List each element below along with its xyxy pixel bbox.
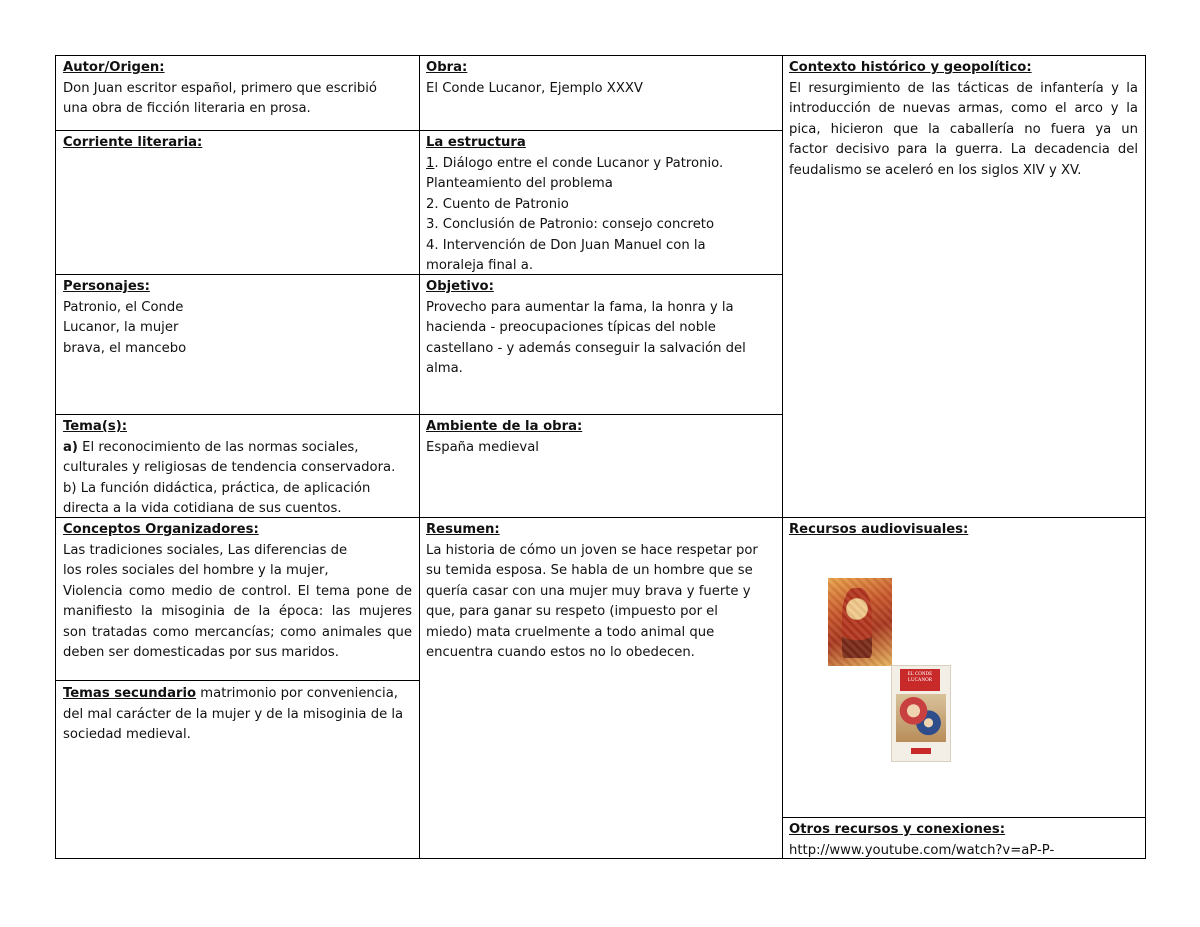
resumen-line: su temida esposa. Se habla de un hombre que se <box>426 563 753 578</box>
objetivo-line: hacienda - preocupaciones típicas del noble <box>426 320 716 335</box>
contexto-line: feudalismo se aceleró en los siglos XIV y XV. <box>789 162 1082 178</box>
autor-origen-heading: Autor/Origen: <box>63 60 165 75</box>
objetivo-line: alma. <box>426 361 463 376</box>
conceptos-line: son tratadas como mercancías; como animales que <box>63 624 412 640</box>
estructura-cell <box>419 131 782 277</box>
resumen-line: quería casar con una mujer muy brava y fuerte y <box>426 583 751 599</box>
autor-origen-cell <box>56 56 419 120</box>
resumen-line: que, para ganar su respeto (impuesto por el <box>426 604 718 619</box>
book-cover-image[interactable] <box>891 665 951 762</box>
conceptos-line: manifiesto la misoginia de la época: las mujeres <box>63 604 412 619</box>
resumen-line: miedo) mata cruelmente a todo animal que <box>426 624 715 640</box>
secundario-cell <box>56 681 419 746</box>
estructura-line: Planteamiento del problema <box>426 176 613 191</box>
contexto-line: factor decisivo para la guerra. La decadencia del <box>789 142 1138 157</box>
estructura-line: 4. Intervención de Don Juan Manuel con la <box>426 237 706 253</box>
ambiente-heading: Ambiente de la obra: <box>426 419 583 434</box>
secundario-heading: Temas secundario <box>63 686 197 701</box>
obra-heading: Obra: <box>426 60 468 75</box>
temas-heading: Tema(s): <box>63 419 128 434</box>
recursos-cell <box>782 518 1145 541</box>
conceptos-heading: Conceptos Organizadores: <box>63 522 259 537</box>
secundario-line <box>63 684 412 705</box>
contexto-cell <box>782 56 1145 181</box>
temas-line: culturales y religiosas de tendencia conservadora. <box>63 460 396 475</box>
summary-table <box>55 55 1146 859</box>
cover-texture <box>828 578 892 666</box>
cover-title: EL CONDE LUCANOR <box>907 672 933 683</box>
personajes-heading: Personajes: <box>63 279 150 294</box>
otros-cell <box>782 818 1145 861</box>
temas-line <box>63 438 412 459</box>
resumen-heading: Resumen: <box>426 522 500 537</box>
contexto-line: pica, hicieron que la caballería no fuera ya un <box>789 121 1138 137</box>
corriente-heading: Corriente literaria: <box>63 135 203 150</box>
estructura-line: 2. Cuento de Patronio <box>426 196 569 212</box>
estructura-text: . Diálogo entre el conde Lucanor y Patronio. <box>434 155 724 171</box>
contexto-line: El resurgimiento de las tácticas de infantería y la <box>789 80 1138 96</box>
objetivo-cell <box>419 275 782 380</box>
conceptos-line: deben ser domesticadas por sus maridos. <box>63 645 339 660</box>
personajes-line: Patronio, el Conde <box>63 299 184 315</box>
obra-cell <box>419 56 782 99</box>
contexto-heading: Contexto histórico y geopolítico: <box>789 60 1032 75</box>
otros-heading: Otros recursos y conexiones: <box>789 822 1005 837</box>
ambiente-text: España medieval <box>426 439 539 455</box>
conceptos-line: Violencia como medio de control. El tema pone de <box>63 583 412 599</box>
temas-line: b) La función didáctica, práctica, de aplicación <box>63 480 371 496</box>
temas-a-text: El reconocimiento de las normas sociales, <box>77 439 359 455</box>
autor-origen-line: Don Juan escritor español, primero que escribió <box>63 80 378 96</box>
objetivo-heading: Objetivo: <box>426 279 494 294</box>
contexto-line: introducción de nuevas armas, como el arco y la <box>789 101 1138 116</box>
secundario-text: matrimonio por conveniencia, <box>196 686 398 701</box>
estructura-line: moraleja final a. <box>426 258 534 273</box>
conceptos-line: los roles sociales del hombre y la mujer, <box>63 563 329 578</box>
corriente-cell <box>56 131 419 154</box>
personajes-cell <box>56 275 419 359</box>
publisher-logo <box>911 748 931 754</box>
personajes-line: Lucanor, la mujer <box>63 320 179 335</box>
autor-origen-line: una obra de ficción literaria en prosa. <box>63 101 311 116</box>
estructura-line <box>426 154 775 175</box>
resumen-line: La historia de cómo un joven se hace respetar por <box>426 542 758 558</box>
secundario-line: del mal carácter de la mujer y de la misoginia de la <box>63 706 404 722</box>
youtube-link[interactable]: http://www.youtube.com/watch?v=aP-P- <box>789 842 1055 858</box>
estructura-line: 3. Conclusión de Patronio: consejo concreto <box>426 217 715 232</box>
estructura-number: 1 <box>426 155 435 171</box>
resumen-cell <box>419 518 782 664</box>
objetivo-line: Provecho para aumentar la fama, la honra y la <box>426 299 734 315</box>
conceptos-line: Las tradiciones sociales, Las diferencias de <box>63 542 348 558</box>
temas-a-label: a) <box>63 439 78 455</box>
temas-cell <box>56 415 419 520</box>
temas-line: directa a la vida cotidiana de sus cuentos. <box>63 501 342 516</box>
estructura-heading: La estructura <box>426 135 526 150</box>
resumen-line: encuentra cuando estos no lo obedecen. <box>426 645 695 660</box>
secundario-line: sociedad medieval. <box>63 727 191 742</box>
ambiente-cell <box>419 415 782 458</box>
conceptos-cell <box>56 518 419 664</box>
obra-text: El Conde Lucanor, Ejemplo XXXV <box>426 80 643 96</box>
cover-illustration <box>896 694 946 742</box>
recursos-heading: Recursos audiovisuales: <box>789 522 969 537</box>
book-cover-image[interactable] <box>828 578 892 666</box>
objetivo-line: castellano - y además conseguir la salvación del <box>426 340 746 356</box>
personajes-line: brava, el mancebo <box>63 340 187 356</box>
